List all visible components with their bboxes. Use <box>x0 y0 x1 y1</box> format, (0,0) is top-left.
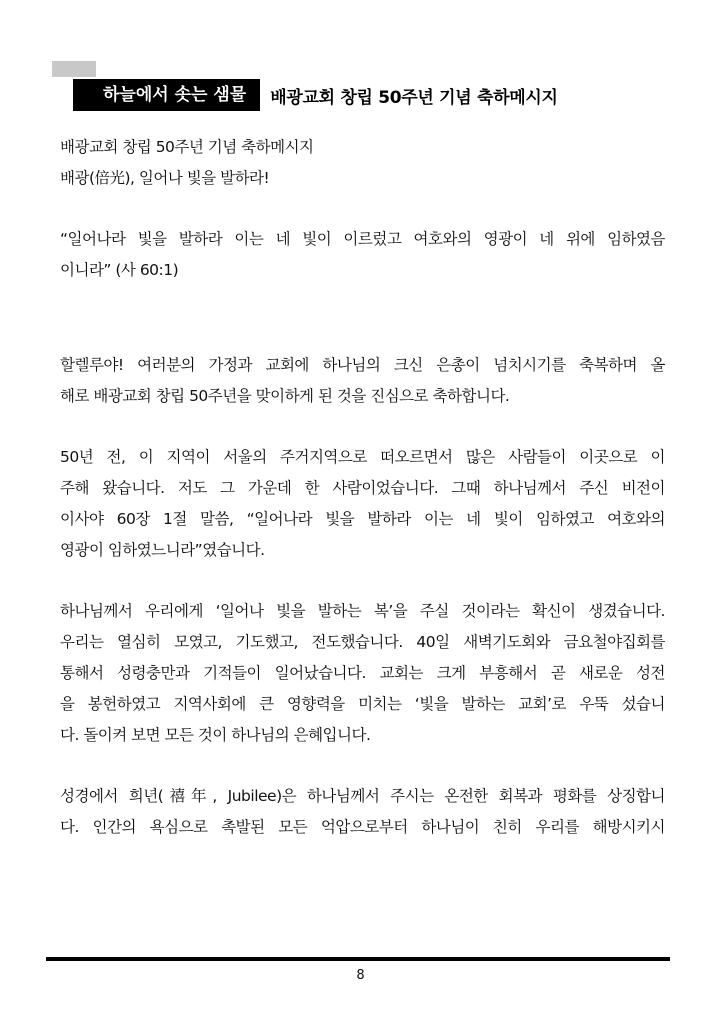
paragraph-line: 할렐루야! 여러분의 가정과 교회에 하나님의 크신 은총이 넘치시기를 축복하며 올 <box>60 356 665 374</box>
page-number: 8 <box>356 968 365 983</box>
paragraph-line: 하나님께서 우리에게 ‘일어나 빛을 발하는 복’을 주실 것이라는 확신이 생겼습니다. <box>60 602 665 620</box>
scripture-line: “일어나라 빛을 발하라 이는 네 빛이 이르렀고 여호와의 영광이 네 위에 임하였음 <box>60 230 665 248</box>
paragraph-line: 이사야 60장 1절 말씀, “일어나라 빛을 발하라 이는 네 빛이 임하였고 여호와의 <box>60 510 665 528</box>
page-title: 배광교회 창립 50주년 기념 축하메시지 <box>270 87 558 108</box>
paragraph-line: 주해 왔습니다. 저도 그 가운데 한 사람이었습니다. 그때 하나님께서 주신 비전이 <box>60 479 665 497</box>
paragraph-line: 50년 전, 이 지역이 서울의 주거지역으로 떠오르면서 많은 사람들이 이곳으로 이 <box>60 448 665 466</box>
paragraph-line: 다. 인간의 욕심으로 촉발된 모든 억압으로부터 하나님이 친히 우리를 해방시키시 <box>60 818 665 836</box>
paragraph-line: 통해서 성령충만과 기적들이 일어났습니다. 교회는 크게 부흥해서 곧 새로운 성전 <box>60 664 665 682</box>
paragraph-line: 성경에서 희년(禧年, Jubilee)은 하나님께서 주시는 온전한 회복과 평화를 상징합니 <box>60 787 665 805</box>
scripture-line: 이니라” (사 60:1) <box>60 261 179 279</box>
paragraph-line: 영광이 임하였느니라”였습니다. <box>60 541 265 559</box>
body-text <box>60 132 665 843</box>
message-title: 배광교회 창립 50주년 기념 축하메시지 <box>60 138 314 156</box>
paragraph-line: 을 봉헌하였고 지역사회에 큰 영향력을 미치는 ‘빛을 발하는 교회’로 우뚝 섰습니 <box>60 695 665 713</box>
footer-rule <box>46 957 670 961</box>
header-gray-tab <box>52 61 96 77</box>
section-label: 하늘에서 솟는 샘물 <box>73 79 260 111</box>
paragraph-line: 우리는 열심히 모였고, 기도했고, 전도했습니다. 40일 새벽기도회와 금요철야집회를 <box>60 633 665 651</box>
section-header <box>73 79 558 111</box>
paragraph-line: 다. 돌이켜 보면 모든 것이 하나님의 은혜입니다. <box>60 726 371 744</box>
paragraph-line: 해로 배광교회 창립 50주년을 맞이하게 된 것을 진심으로 축하합니다. <box>60 387 510 405</box>
message-subtitle: 배광(倍光), 일어나 빛을 발하라! <box>60 169 270 187</box>
